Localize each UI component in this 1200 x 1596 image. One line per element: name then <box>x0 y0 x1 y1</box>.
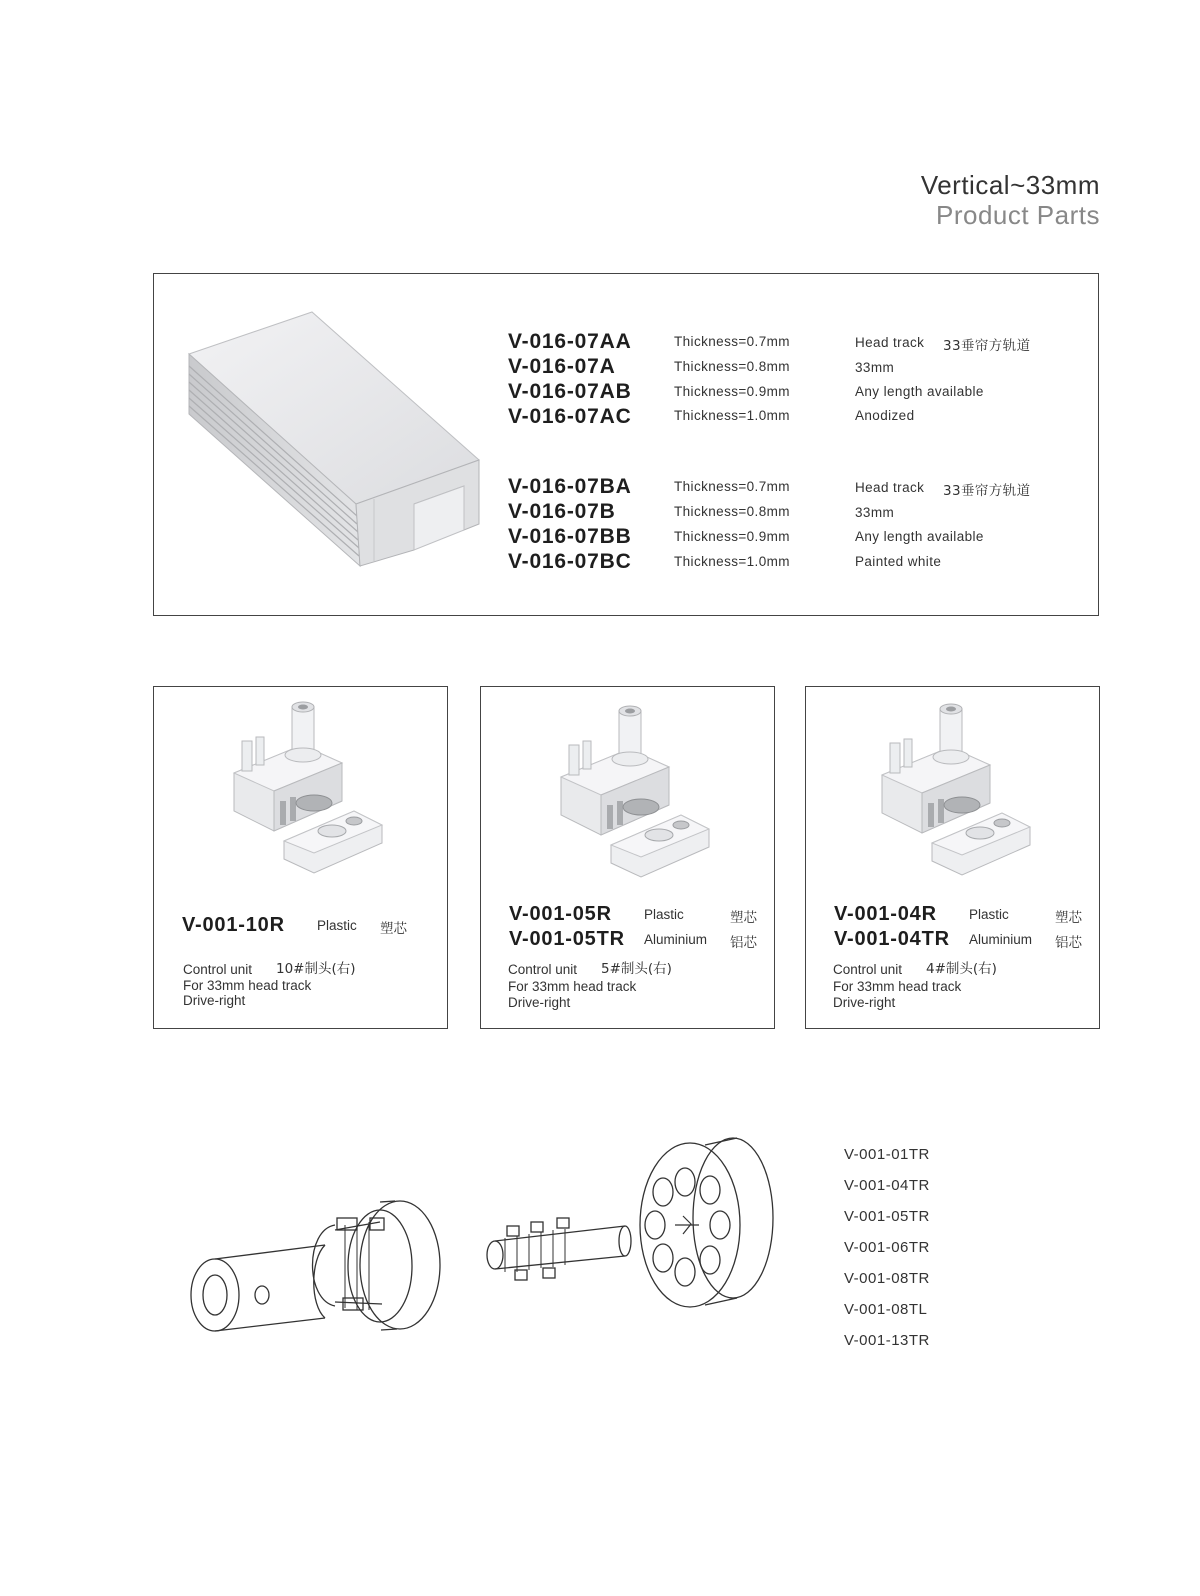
list-item: V-001-13TR <box>844 1332 930 1349</box>
material-label-cn: 塑芯 <box>1055 910 1082 926</box>
control-unit-card-10r <box>153 686 448 1029</box>
part-code: V-016-07BA <box>508 475 632 498</box>
unit-desc-cn: 10#制头(右) <box>276 961 356 977</box>
thickness-spec: Thickness=0.9mm <box>674 384 790 399</box>
unit-desc-cn: 4#制头(右) <box>926 961 997 977</box>
unit-desc-cn: 5#制头(右) <box>601 961 672 977</box>
control-unit-image <box>214 693 394 883</box>
part-code: V-016-07B <box>508 500 616 523</box>
part-code: V-016-07A <box>508 355 616 378</box>
unit-desc: Drive-right <box>508 995 571 1010</box>
material-label-cn: 铝芯 <box>1055 935 1082 951</box>
control-unit-image <box>862 695 1042 885</box>
part-code: V-001-04TR <box>834 928 950 950</box>
unit-desc: Control unit <box>183 962 253 977</box>
head-track-image <box>174 294 504 594</box>
material-label: Aluminium <box>969 932 1033 947</box>
thickness-spec: Thickness=1.0mm <box>674 554 790 569</box>
material-label-cn: 铝芯 <box>730 935 757 951</box>
part-code: V-016-07AA <box>508 330 632 353</box>
product-note: Head track <box>855 335 925 350</box>
thickness-spec: Thickness=1.0mm <box>674 408 790 423</box>
list-item: V-001-01TR <box>844 1146 930 1163</box>
control-unit-image <box>541 697 721 887</box>
thickness-spec: Thickness=0.8mm <box>674 359 790 374</box>
part-code: V-001-04R <box>834 903 937 925</box>
product-note-cn: 33垂帘方轨道 <box>943 483 1031 499</box>
material-label-cn: 塑芯 <box>380 921 407 937</box>
thickness-spec: Thickness=0.7mm <box>674 334 790 349</box>
product-note: Anodized <box>855 408 915 423</box>
material-label: Aluminium <box>644 932 708 947</box>
unit-desc: For 33mm head track <box>833 979 962 994</box>
product-note: Any length available <box>855 529 984 544</box>
unit-desc: Drive-right <box>183 993 246 1008</box>
material-label: Plastic <box>644 907 684 922</box>
list-item: V-001-08TL <box>844 1301 928 1318</box>
unit-desc: For 33mm head track <box>508 979 637 994</box>
material-label: Plastic <box>317 918 357 933</box>
material-label: Plastic <box>969 907 1009 922</box>
product-note: 33mm <box>855 505 895 520</box>
product-note-cn: 33垂帘方轨道 <box>943 338 1031 354</box>
list-item: V-001-05TR <box>844 1208 930 1225</box>
product-note: Head track <box>855 480 925 495</box>
list-item: V-001-06TR <box>844 1239 930 1256</box>
thickness-spec: Thickness=0.8mm <box>674 504 790 519</box>
control-unit-card-05r <box>480 686 775 1029</box>
thickness-spec: Thickness=0.9mm <box>674 529 790 544</box>
unit-desc: Drive-right <box>833 995 896 1010</box>
page-subtitle: Product Parts <box>935 200 1100 230</box>
product-note: Painted white <box>855 554 942 569</box>
product-note: 33mm <box>855 360 895 375</box>
part-code: V-001-05R <box>509 903 612 925</box>
control-unit-card-04r <box>805 686 1100 1029</box>
part-code: V-016-07AC <box>508 405 632 428</box>
part-code: V-016-07BB <box>508 525 632 548</box>
part-code: V-001-10R <box>182 914 285 936</box>
list-item: V-001-04TR <box>844 1177 930 1194</box>
headtrack-panel <box>153 273 1099 616</box>
unit-desc: Control unit <box>833 962 903 977</box>
thickness-spec: Thickness=0.7mm <box>674 479 790 494</box>
unit-desc: Control unit <box>508 962 578 977</box>
part-code: V-001-05TR <box>509 928 625 950</box>
part-code: V-016-07BC <box>508 550 632 573</box>
product-note: Any length available <box>855 384 984 399</box>
part-code: V-016-07AB <box>508 380 632 403</box>
page-title: Vertical~33mm <box>920 170 1100 200</box>
unit-desc: For 33mm head track <box>183 978 312 993</box>
material-label-cn: 塑芯 <box>730 910 757 926</box>
gear-assembly-drawing <box>185 1130 785 1370</box>
list-item: V-001-08TR <box>844 1270 930 1287</box>
